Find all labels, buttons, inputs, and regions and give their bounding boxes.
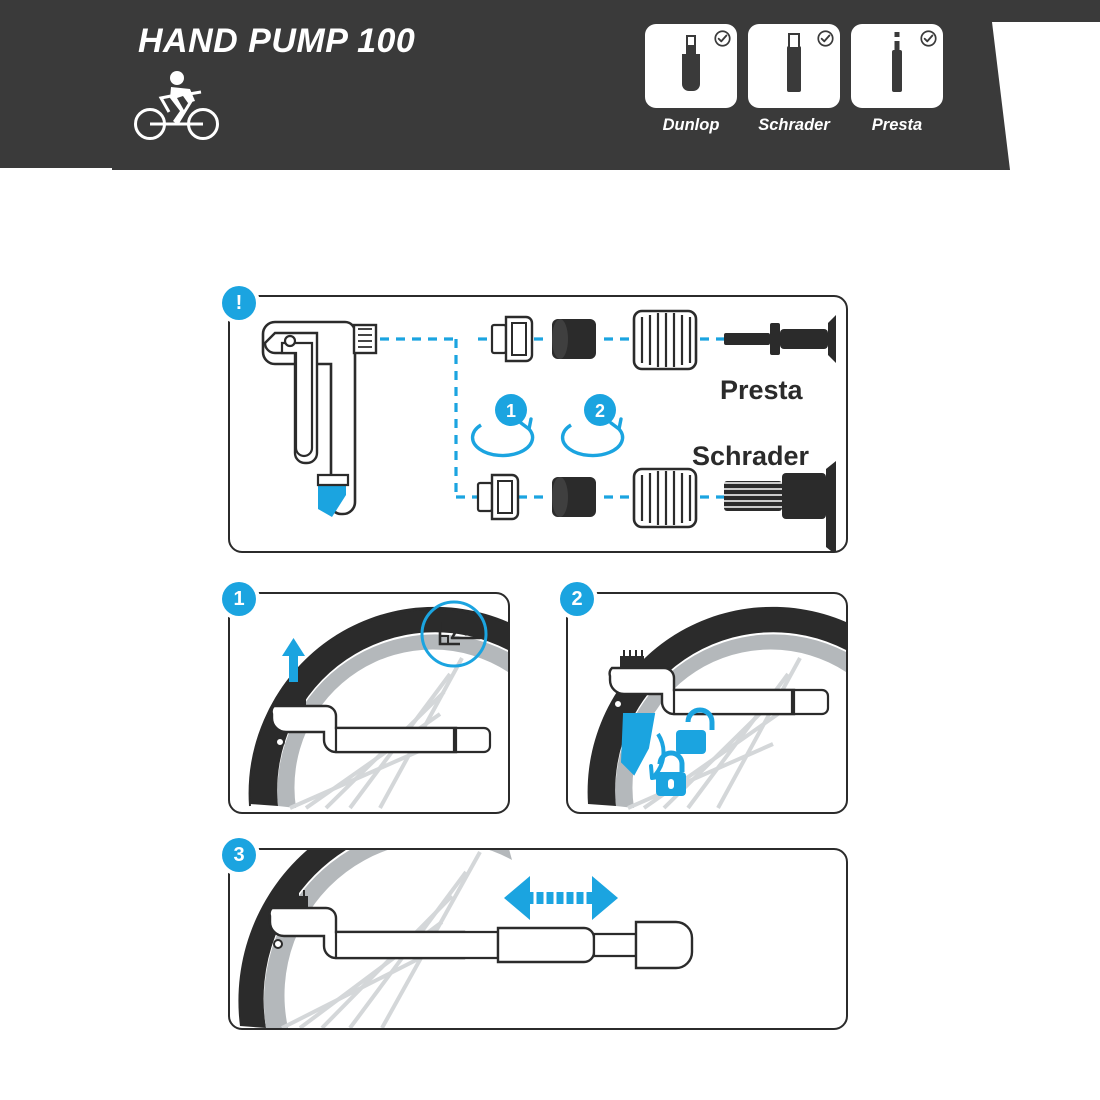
valve-type-label: Presta <box>871 116 923 134</box>
step-2-diagram <box>568 594 846 812</box>
lock-open-icon <box>676 710 712 754</box>
adapter-assembly-diagram <box>230 297 846 551</box>
panel-step-3 <box>228 848 848 1030</box>
rotation-arrow-2 <box>563 419 623 456</box>
double-arrow-icon <box>504 876 618 920</box>
valve-type-dunlop <box>645 24 737 135</box>
panel-valve-adapter-assembly <box>228 295 848 553</box>
check-circle-icon <box>817 30 834 47</box>
pump-body-illustration <box>270 890 692 968</box>
page-title: HAND PUMP 100 <box>138 22 416 60</box>
panel-step-2 <box>566 592 848 814</box>
valve-card <box>851 24 943 108</box>
lock-closed-icon <box>656 753 686 796</box>
rubber-grommet-bottom <box>552 477 596 517</box>
label-schrader: Schrader <box>692 441 810 471</box>
adapter-piece-bottom <box>478 475 518 519</box>
valve-type-schrader <box>748 24 840 135</box>
check-circle-icon <box>920 30 937 47</box>
svg-text:1: 1 <box>505 401 517 421</box>
rubber-grommet-top <box>552 319 596 359</box>
cyclist-icon <box>133 68 225 140</box>
svg-text:2: 2 <box>594 401 606 421</box>
adapter-piece-top <box>492 317 532 361</box>
lock-ring-bottom <box>634 469 696 527</box>
valve-type-label: Schrader <box>758 116 830 134</box>
panel-main-badge: ! <box>222 286 256 320</box>
rotation-arrow-1 <box>473 419 533 456</box>
panel-step-3-badge: 3 <box>222 838 256 872</box>
lock-ring-top <box>634 311 696 369</box>
valve-type-label: Dunlop <box>662 116 720 134</box>
presta-valve-end <box>724 315 836 363</box>
panel-step-1-badge: 1 <box>222 582 256 616</box>
step-1-diagram <box>230 594 508 812</box>
valve-card <box>645 24 737 108</box>
label-presta: Presta <box>720 375 803 405</box>
step-3-diagram <box>230 850 846 1028</box>
check-circle-icon <box>714 30 731 47</box>
valve-card <box>748 24 840 108</box>
panel-step-2-badge: 2 <box>560 582 594 616</box>
pump-head-illustration <box>272 688 490 752</box>
valve-type-presta <box>851 24 943 135</box>
valve-type-list <box>645 24 943 135</box>
header-banner <box>0 0 1100 170</box>
panel-step-1 <box>228 592 510 814</box>
pump-body-illustration <box>263 322 376 517</box>
locking-lever <box>622 714 654 774</box>
schrader-valve-end <box>724 461 836 551</box>
